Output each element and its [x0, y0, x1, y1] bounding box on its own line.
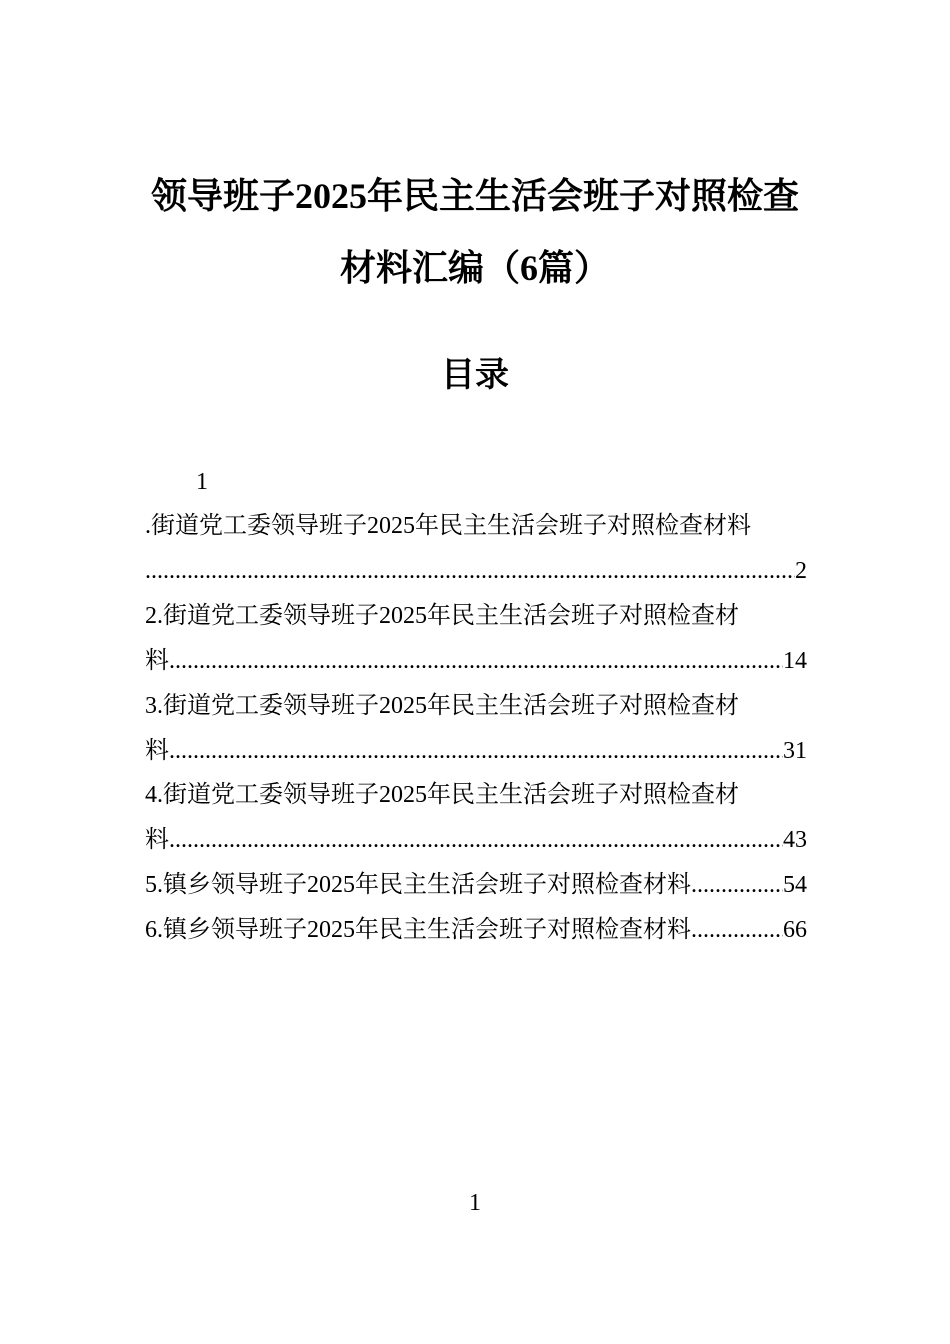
document-title	[120, 160, 830, 304]
dot-leader	[691, 865, 783, 905]
toc-entry-2-leader[interactable]: 料 ..... 14	[145, 641, 807, 681]
toc-page-number: 43	[783, 827, 807, 853]
toc-page-number: 66	[783, 917, 807, 943]
toc-heading: 目录	[441, 357, 509, 394]
title-line-2: 材料汇编（6篇）	[339, 248, 610, 288]
toc-page-number: 14	[783, 648, 807, 674]
toc-entry-3-title[interactable]: 3.街道党工委领导班子2025年民主生活会班子对照检查材	[145, 693, 739, 719]
dot-leader	[145, 551, 795, 591]
toc-page-number: 54	[783, 872, 807, 898]
toc-entry-2-title[interactable]: 2.街道党工委领导班子2025年民主生活会班子对照检查材	[145, 603, 739, 629]
toc-entry-1-leader[interactable]	[145, 551, 807, 591]
page-number: 1	[469, 1190, 481, 1216]
toc-entry-6[interactable]: 6.镇乡领导班子2025年民主生活会班子对照检查材料 ..... 66	[145, 910, 807, 950]
dot-leader	[691, 910, 783, 950]
toc-entry-3-leader[interactable]: 料 ..... 31	[145, 731, 807, 771]
dot-leader	[169, 820, 783, 860]
toc-entry-1-number[interactable]: 1	[196, 469, 208, 495]
toc-page-number: 2	[795, 558, 807, 584]
toc-entry-4-leader[interactable]: 料 ..... 43	[145, 820, 807, 860]
dot-leader	[169, 731, 783, 771]
toc-entry-5[interactable]: 5.镇乡领导班子2025年民主生活会班子对照检查材料 ..... 54	[145, 865, 807, 905]
title-line-1: 领导班子2025年民主生活会班子对照检查	[150, 176, 799, 216]
toc-entry-1-title[interactable]: .街道党工委领导班子2025年民主生活会班子对照检查材料	[145, 513, 751, 539]
dot-leader	[169, 641, 783, 681]
toc-page-number: 31	[783, 738, 807, 764]
toc-entry-4-title[interactable]: 4.街道党工委领导班子2025年民主生活会班子对照检查材	[145, 782, 739, 808]
